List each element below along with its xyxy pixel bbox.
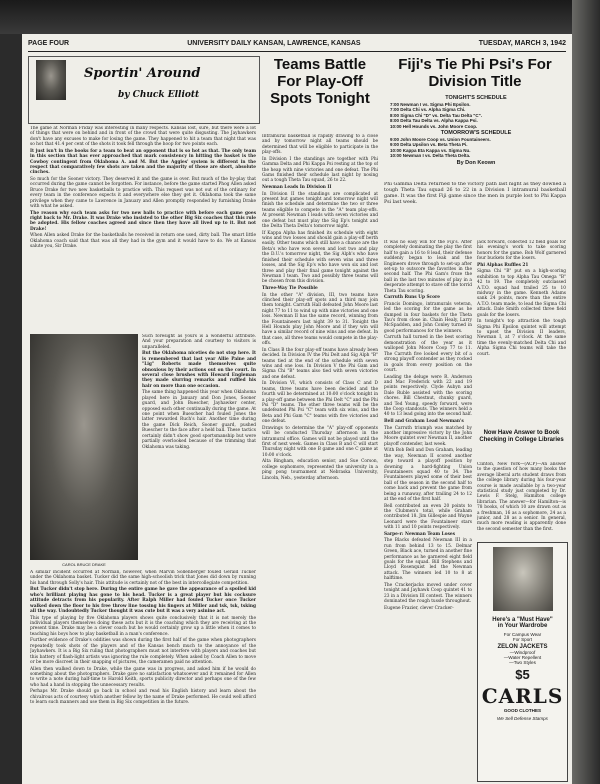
sportin-para: The same thing happened this year when Oklahoma played here in January and Don Jones, Sooner guard, and John Buescher, Jayhawker center, opposed each other continually during the game. At one point when Buescher had fouled Jones the latter rewarded Ruch's hair. Another time during the game Dick Reich, Sooner guard, pushed Buescher to the face after a held ball. These tactics certainly didn't show good sportsmanship but were partially overlooked because of the trimming that Oklahoma was taking. <box>142 390 256 450</box>
ad-tagline: We Sell Defense Stamps <box>497 716 548 721</box>
fiji-subhead: Bell and Graham Lead Newman's <box>384 418 464 424</box>
ad-line: For Campus Wear <box>503 632 542 637</box>
coach-photo <box>30 334 138 560</box>
ad-line: ZELON JACKETS <box>497 644 548 650</box>
fiji-headline: Fiji's Tie Phi Psi's For Division Title <box>398 56 552 90</box>
fiji-para: Eugene Frazier, clever Cracker- <box>384 605 454 611</box>
sportin-para: This type of playing by five Oklahoma players shows quite conclusively that it is not merely the individual players themselves doing these acts but it is the coaching which they are receiving at the present time. Drake may be a clever coach but he would certainly grow up a little when it comes to teaching his boys how to play basketball in a man's conference. <box>30 615 256 637</box>
tomorrow-item: 9:00 John Moore Coop vs. Union Fountaineers. <box>390 136 491 142</box>
teams-subhead: Three-Way Tie Possible <box>262 285 318 291</box>
library-headline: Now Have Answer to Book Checking in College Libraries <box>479 430 564 443</box>
fiji-subhead: Carruth Runs Up Score <box>384 295 441 301</box>
ad-line: For Sport <box>512 637 533 642</box>
fiji-para: The Crackerjacks moved under cover tonight and Jayhawk Coop quintet 41 to 23 in a Division III contest. The winners dominated the rough tussle throughout. <box>384 582 472 605</box>
teams-para: Drawings to determine the "A" play-off opponents will be conducted Thursday afternoon in the intramural office. Games will not be played until the first of next week. Games in Class B and C will start Thursday night with one B game and one C game at 10:00 o'clock. <box>262 425 378 458</box>
fiji-lead <box>384 182 566 236</box>
teams-para: In the other "A" division, III, two teams have clinched their play-off spots and a third may join them tonight. Carruth Hall defeated John Moore last night 77 to 11 to wind up with nine victories and one loss. Newman II has the same record, winning from the Fountaineers last night 39 to 31. Tonight the Hell Hounds play John Moore and if they win will have a similar record of nine wins and one defeat. In that case, all three teams would compete in the play-offs. <box>262 292 378 347</box>
sportin-byline: by Chuck Elliott <box>118 90 200 100</box>
carls-ad <box>477 542 568 782</box>
tomorrow-item: 9:00 Delta Upsilon vs. Beta Theta Pi. <box>390 142 468 147</box>
teams-para: Alta Bingham, education senior, and Sue Corson, college sophomore, represented the university in a ping pong tournament at Nebraska University, Lincoln, Neb., yesterday afternoon. <box>262 459 378 481</box>
schedule-box <box>390 96 562 166</box>
teams-para: In Class B the four play-off teams have already been decided. In Division IV the Phi Delt and Sig Alph "B" teams tied at the end of the schedule with seven wins and one loss. In Division V the Phi Gam and Sigma Chi "B" teams also tied with seven victories and one defeat. <box>262 347 378 380</box>
page-number: PAGE FOUR <box>28 40 70 47</box>
columnist-photo <box>36 60 66 100</box>
tonight-item: 8:00 Sigma Chi "D" vs. Delta Tau Delta "C". <box>390 112 482 118</box>
tonight-item: 7:00 Newman I vs. Sigma Phi Epsilon. <box>390 101 471 107</box>
sportin-text-right <box>142 334 256 568</box>
carls-logo-sub: GOOD CLOTHES <box>503 708 542 713</box>
fiji-para: jack forward, collected 12 field goals for his evening's work to take scoring honors for the game. Bob Wolf garnered four buckets for the losers. <box>477 240 566 262</box>
teams-para: Intramural basketball is rapidly drawing to a close and by tomorrow night all teams should be determined that will be eligible to participate in the play-offs. <box>262 134 378 156</box>
sportin-para: But the Oklahoma niceties do not stop here. It is remembered that last year Allie Paine and "Lig" Roberts made themselves quite obnoxious by their actions out on the court. In several close brushes with Howard Engleman they made slurring remarks and ruffled his hair on more than one occasion. <box>142 351 256 389</box>
sportin-title: Sportin' Around <box>84 66 201 81</box>
sportin-para: Such foresight as yours is a wonderful attribute. And your preparation and courtesy to visitors is unparalleled. <box>142 334 256 350</box>
fiji-para: Phi Gamma Delta returned to the victory path last night as they downed a tough Theta Tau squad 26 to 22 in a Division I intramural basketball game. It was the first Fiji game since the men in purple lost to Phi Kappa Psi last week. <box>384 182 566 205</box>
tomorrow-item: 10:00 Newman I vs. Delta Theta Delta. <box>390 153 471 158</box>
ad-price: $5 <box>515 667 530 682</box>
tomorrow-item: 10:00 Kappa Eta Kappa vs. Sigma Nu. <box>390 147 471 153</box>
sportin-para: But Tucker didn't stop here. During the entire game he gave the appearance of a spoiled kid who's brilliant playing has gone to his head. Tucker is a great player but his cocksure attitude detracts from his popularity. After Ralph Miller had fouled Tucker once Tucker walked down the floor to his free throw line tossing his fingers at Miller and tsk, tsk, tsking all the way. Undoubtedly Tucker thought it was cute but it was a very asinine act. <box>30 587 256 615</box>
fiji-subhead: Sarpe-r: Newman Team Loses <box>384 531 456 537</box>
sportin-para: Allen then walked down to Drake, while the game was in progress, and asked him if he would do something about the photographers. Drake gave no satisfaction whatsoever and it remained for Allen to write a note during half-time to Harold Keith, sports publicity director and perhaps one of the few who had a hand in stopping the unnecessary results. <box>30 666 256 688</box>
scanner-right-edge <box>572 0 600 784</box>
tonight-item: 10:00 Hell Hounds vs. John Moore Coop. <box>390 123 478 129</box>
newspaper-page <box>22 34 572 784</box>
tonight-item: 8:00 Delta Tau Delta vs. Alpha Kappa Psi. <box>390 118 478 123</box>
library-text: Clinton, New York—(ACP)—An answer to the question of how many books the average liberal arts student draws from the college library during his four-year course is made available by a two-year statistical study just completed by Dr. Lewis F. Stelg, Hamilton college librarian. The answer—for Hamilton—is 78 books, of which 10 are drawn out as a freshman, 16 as a sophomore, 24 as a junior, and 28 as a senior. In general, much more reading is apparently done the second semester than the first. <box>477 462 566 532</box>
issue-date: TUESDAY, MARCH 3, 1942 <box>478 40 566 47</box>
ad-line: in Your Wardrobe <box>497 623 548 629</box>
photo-caption: CAROL BRUCE DRAKE <box>62 562 106 567</box>
sportin-para: Perhaps Mr. Drake should go back in school and read his English history and learn about the chivalrous acts of courtesy which another fellow by the name of Drake performed. He could well afford to learn such manners and use them in Big Six competition in the future. <box>30 689 256 706</box>
sportin-para: The game at Norman Friday was interesting in many respects. Kansas lost, sure, but there were a lot of things that were on behind and in front of the crowd that were quite disgusting. The Jayhawkers don't have any excuses to make for losing the game. They happened to hit a team that night that was so hot that 41.4 per cent of the shots it took fell through the hoop for two points each. <box>30 126 256 148</box>
carls-logo: CARLS <box>481 684 564 708</box>
fiji-para: With Bob Bell and Don Graham, leading the way, Newman II scored another step toward a playoff position by downing a hard-fighting Union Fountaineers squad 40 to 34. The Fountaineers played some of their best ball of the season in the second half to come back and prevent the game from being a runaway, after trailing 24 to 12 at the end of the first half. <box>384 448 472 502</box>
fiji-subhead: Phi Alphas Ruffles 21 <box>477 262 529 268</box>
fiji-para: Sigma Chi "B" put on a high-scoring exhibition to top Alpha Tau Omega "B" 42 to 19. The completely outclassed A.T.O. squad had trailed 25 to 10 midway in the game. Kenneth Adams sank 24 points, more than the entire A.T.O. team made, to lead the Sigma Chi attack. Dale Smith collected three field goals for the losers. <box>477 269 566 318</box>
fiji-para: Carruth hall turned in the best scoring demonstration of the year as it walloped John Moore Coop 77 to 11. The Carruth five looked every bit of a strong playoff contender as they rocked in goals from every position on the court. <box>384 335 472 373</box>
teams-para: In Division II the standings are complicated at present but games tonight and tomorrow night will finish the schedule and determine the two or three teams eligible to compete in the "A" team play-offs. At present Newman I leads with seven victories and one defeat but must play the Sig Ep's tonight and the Delta Theta Delta's tomorrow night. <box>262 191 378 230</box>
sportin-para: So much for the Sooner victory. They deserved it and the game is over. But much of the by-play that occurred during the game cannot be forgotten. For instance, before the game started Phog Allen asked Bruce Drake for two new basketballs to practice with. This request was not out of the ordinary for every team in the conference expects it and everywhere else they get it. Oklahoma took the same privilege when they came to Lawrence in January and Allen promptly responded by furnishing Drake with what he asked. <box>30 177 256 210</box>
ad-line: —Two Styles <box>509 660 536 665</box>
fiji-para: Leading the deluge were R. Anderson and Mac Frederick with 22 and 19 points respectively. Clyde Aubyn and Dale Ruble assisted with the scoring chores. Bill Chestnut, chunky guard, and Ted Young, speedy forward, were the Coop standouts. The winners held a 40 to 13 lead going into the second half. <box>384 374 472 418</box>
ad-line: Here's a "Must Have" <box>492 617 553 623</box>
fiji-para: In tonight's top attraction the tough Sigma Phi Epsilon quintet will attempt to upset the Division II leaders, Newman I, at 7 o'clock. At the same time the evenly-matched Delta Chi and Alpha Sigma Chi teams will take the court. <box>477 319 566 357</box>
fiji-para: It was no easy win for the Fiji's. After completely dominating the play the first half to gain a 16 to 8 lead, their defense suddenly began to leak and the Engineers drove through to set-up after set-up to outscore the favorites in the second half. The Phi Gam's froze the ball in the last two minutes of play in a desperate attempt to stave off the torrid Theta Tau scoring. <box>384 240 472 294</box>
sportin-para: Further evidence of Drake's oddities was shown during the first half of the game when photographers repeatedly took shots of the players and of the Kansas bench much to the annoyance of the Jayhawkers. It is a Big Six ruling that photographers must not interfere with players and coaches but this battery of flash-light artists was ignoring the rule completely. When asked by Coach Allen to move or be more discreet in their snapping of pictures, the cameramen paid no attention. <box>30 638 256 666</box>
ad-line: —Windproof <box>509 650 536 655</box>
teams-para: In Division VI, which consists of Class C and D teams, three teams have been decided and the fourth will be determined at 10:00 o'clock tonight in a play-off game between the Phi Delt "C" and the Phi Psi "D" teams. The other three teams will be the undefeated Phi Psi "C" team with six wins, and the Beta and Phi Gam "C" teams with five victories and one defeat. <box>262 381 378 425</box>
sportin-text-top <box>30 126 256 356</box>
teams-subhead: Newman Leads In Division II <box>262 185 332 191</box>
fiji-para: The Carruth triumph was matched by another impressive victory by the John Moore quintet over Newman II, another playoff contender, last week. <box>384 425 472 447</box>
sportin-para: A similar incident occurred at Norman, however, when Marvin Sollenberger fouled Gerald Tucker under the Oklahoma basket. Tucker did the same high-schoolish trick that Jones did down by running his hand through Solly's hair. This attitude is certainly not of the best in intercollegiate competition. <box>30 570 256 586</box>
fiji-para: Bell contributed an even 20 points to the Clubmen's total, while Graham contributed 18. Jim Gillespie and Wayne Leonard were the Fountaineer stars with 11 and 10 points respectively. <box>384 503 472 531</box>
fiji-byline: By Don Keown <box>456 159 496 166</box>
sportin-para: The reason why each team asks for two new balls to practice with before each game goes right back to Mr. Drake. It was Drake who insisted to the other Big Six coaches that this rule be adopted. His fellow coaches agreed and since then they have all lived up to it. But not Drake! <box>30 210 256 232</box>
teams-para: In Division I the standings are together with Phi Gamma Delta and Phi Kappa Psi resting at the top of the heap with nine victories and one defeat. The Phi Gams finished their schedule last night by nosing out a tough Theta Tau squad, 26 to 22. <box>262 156 378 184</box>
page-header <box>28 40 566 50</box>
teams-para: If Kappa Alpha has finished its schedule with eight wins and two losses and should gain a play-off berth easily. Other teams which still have a chance are the Beta's who have won seven and lost two and play the D.U.'s tomorrow night, the Sig Alph's who have finished their schedule with seven wins and three losses, and the Sig Ep's who have won six and lost three and play their final game tonight against the Newman I team. Two and possibly three teams will be chosen from this division. <box>262 230 378 285</box>
library-article <box>477 462 566 538</box>
sportin-text-bottom <box>30 570 256 778</box>
sportin-para: It just isn't in the books for a team to beat an opponent that is so hot as that. The only team in this section that has ever approached that mark consistency in hitting the basket is the Cowboy contingent from Oklahoma A. and M. But the Aggies' system is different in the respect that comparatively few shots are taken and the majority of those are short, absolute cinches. <box>30 148 256 176</box>
fiji-para: The Blacks defeated Newman III in a run from behind 13 to 15. Delmar Green, Black ace, turned in another fine performance as he garnered eight field goals for the squad. Bill Stephens and Lloyd Rosenquist led the Newman attack. The winners led 10 to 8 at halftime. <box>384 538 472 582</box>
teams-headline: Teams Battle For Play-Off Spots Tonight <box>270 56 370 107</box>
header-rule <box>28 51 566 52</box>
scanner-top-edge <box>0 0 600 34</box>
sportin-para: When Allen asked Drake for the basketballs he received in return one used, dirty ball. The smart little Oklahoma coach said that that was all they had in the gym and it would have to do. We at Kansas salute you, Sir Drake. <box>30 233 256 250</box>
tonight-item: 7:00 Delta Chi vs. Alpha Sigma Chi. <box>390 107 466 112</box>
fiji-col-left <box>384 240 472 780</box>
ad-line: —Water Repellent <box>503 655 542 660</box>
masthead: UNIVERSITY DAILY KANSAN, LAWRENCE, KANSAS <box>187 40 361 47</box>
fiji-para: Francis Domingo, intramurals veteran, led the scoring for the game as he dumped in four baskets for the Theta Tau's from close in. Chain Healy, Larry McSpadden, and John Conley turned in good performances for the winners. <box>384 301 472 334</box>
teams-article <box>262 134 378 780</box>
jacket-illustration <box>493 547 553 611</box>
tonight-title: TONIGHT'S SCHEDULE <box>445 95 507 101</box>
tomorrow-title: TOMORROW'S SCHEDULE <box>440 130 512 136</box>
fiji-col-right <box>477 240 566 426</box>
